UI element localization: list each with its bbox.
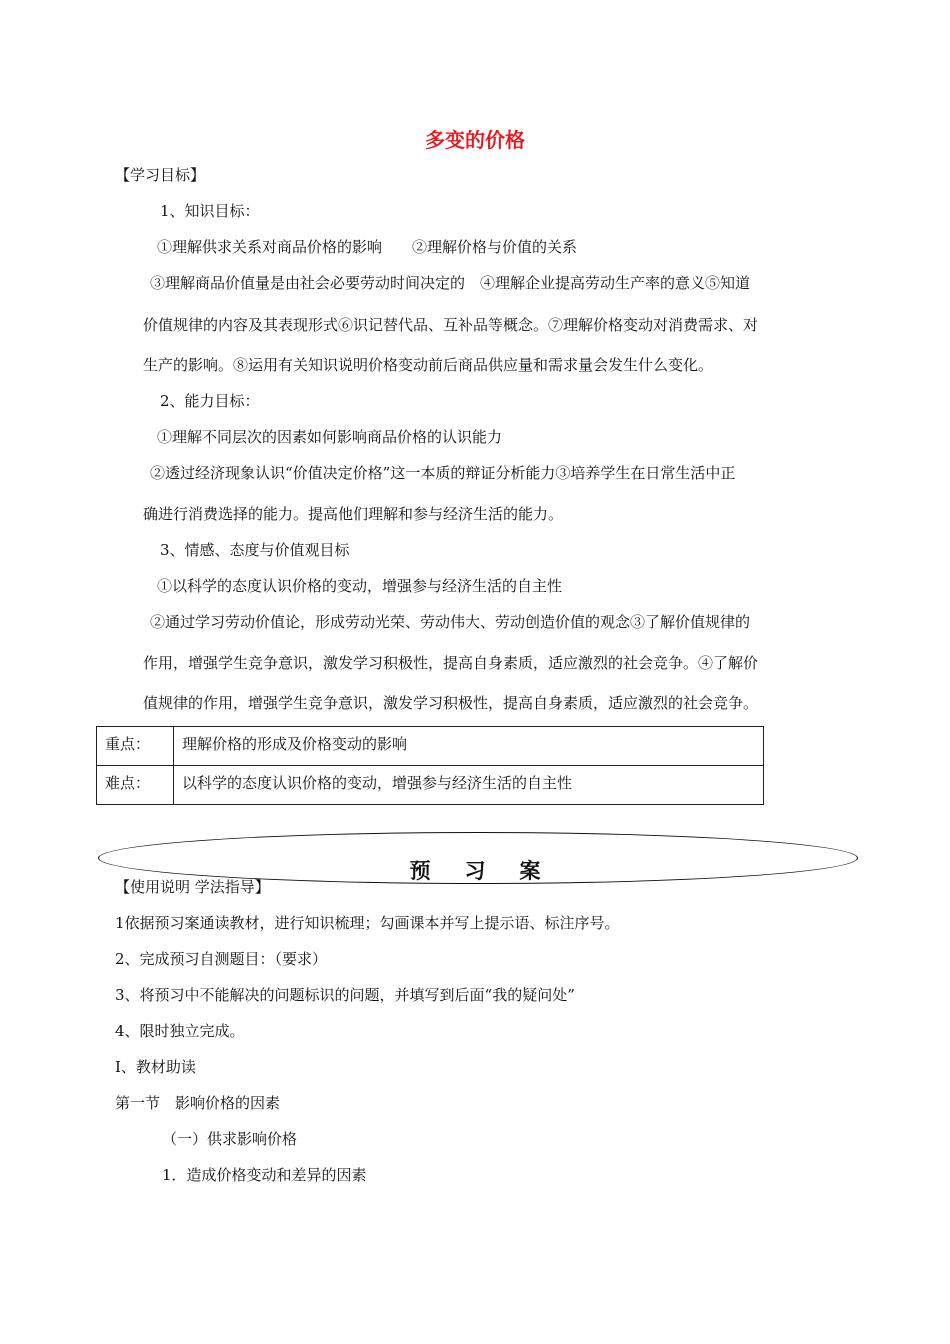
ability-line: ②透过经济现象认识“价值决定价格”这一本质的辩证分析能力③培养学生在日常生活中正 [150,464,736,482]
key-points-table [96,726,764,805]
instruction-item: 2、完成预习自测题目：（要求） [115,950,328,968]
instruction-item: 1依据预习案通读教材，进行知识梳理；勾画课本并写上提示语、标注序号。 [115,914,620,932]
key-point-label: 重点： [97,727,174,766]
attitude-line: 值规律的作用，增强学生竞争意识，激发学习积极性，提高自身素质，适应激烈的社会竞争。 [143,694,759,712]
ability-line: ①理解不同层次的因素如何影响商品价格的认识能力 [157,428,503,446]
attitude-line: 作用，增强学生竞争意识，激发学习积极性，提高自身素质，适应激烈的社会竞争。④了解价 [143,654,759,672]
attitude-line: ①以科学的态度认识价格的变动，增强参与经济生活的自主性 [157,577,563,595]
numbered-item: 1．造成价格变动和差异的因素 [162,1166,367,1184]
knowledge-line: ③理解商品价值量是由社会必要劳动时间决定的 ④理解企业提高劳动生产率的意义⑤知道 [150,274,751,292]
difficulty-value: 以科学的态度认识价格的变动，增强参与经济生活的自主性 [174,766,764,805]
table-row [97,727,764,766]
instruction-item: 3、将预习中不能解决的问题标识的问题，并填写到后面“我的疑问处” [115,986,575,1004]
section-chapter: 第一节 影响价格的因素 [115,1094,281,1112]
attitude-header: 3、情感、态度与价值观目标 [160,541,350,559]
difficulty-label: 难点： [97,766,174,805]
instruction-item: 4、限时独立完成。 [115,1022,245,1040]
objectives-header: 【学习目标】 [115,166,206,184]
section-reading: I、教材助读 [115,1058,196,1076]
table-row [97,766,764,805]
attitude-line: ②通过学习劳动价值论，形成劳动光荣、劳动伟大、劳动创造价值的观念③了解价值规律的 [150,613,751,631]
ability-line: 确进行消费选择的能力。提高他们理解和参与经济生活的能力。 [143,505,564,523]
knowledge-line: 生产的影响。⑧运用有关知识说明价格变动前后商品供应量和需求量会发生什么变化。 [143,356,714,374]
subsection-title: （一）供求影响价格 [162,1130,298,1148]
document-title: 多变的价格 [425,128,525,152]
usage-header: 【使用说明 学法指导】 [115,878,270,896]
knowledge-line: 价值规律的内容及其表现形式⑥识记替代品、互补品等概念。⑦理解价格变动对消费需求、对 [143,316,759,334]
key-point-value: 理解价格的形成及价格变动的影响 [174,727,764,766]
ability-header: 2、能力目标： [160,392,260,410]
knowledge-header: 1、知识目标： [160,202,260,220]
knowledge-line: ①理解供求关系对商品价格的影响 ②理解价格与价值的关系 [157,238,578,256]
preview-heading: 预习案 [409,859,575,883]
